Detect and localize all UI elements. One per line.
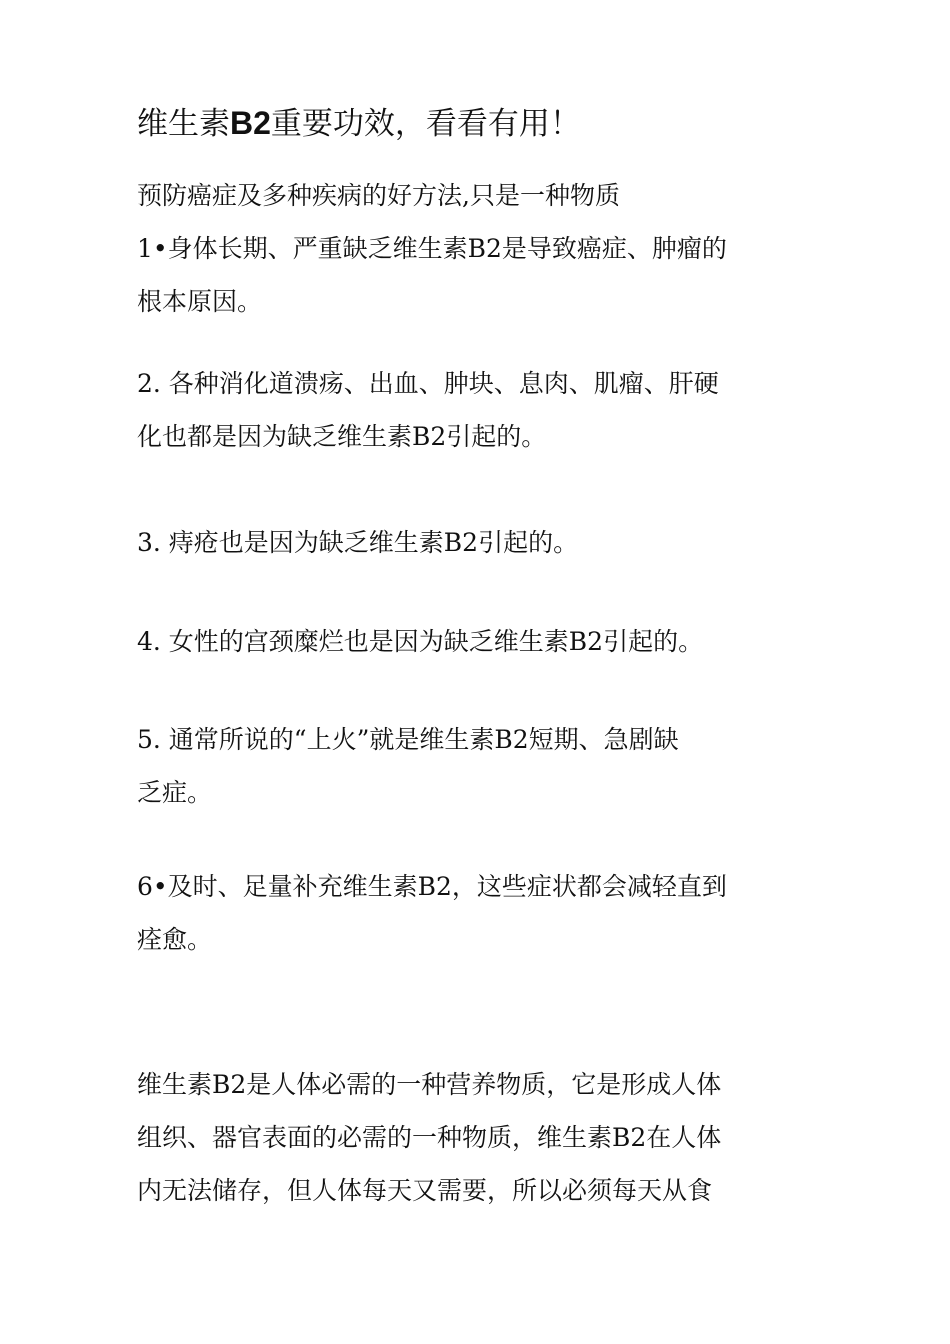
- text-line: 预防癌症及多种疾病的好方法,只是一种物质: [137, 181, 620, 210]
- text-line: 根本原因。: [137, 287, 263, 316]
- text-line: 痊愈。: [137, 925, 213, 954]
- text-line: 化也都是因为缺乏维生素B2引起的。: [137, 422, 547, 451]
- text-line: 2. 各种消化道溃疡、出血、肿块、息肉、肌瘤、肝硬: [137, 369, 719, 398]
- text-line: 维生素B2是人体必需的一种营养物质，它是形成人体: [137, 1070, 722, 1099]
- paragraph-item-3: [137, 516, 827, 569]
- paragraph-intro-cancer: [137, 169, 827, 328]
- text-line: 3. 痔疮也是因为缺乏维生素B2引起的。: [137, 528, 579, 557]
- paragraph-item-5: [137, 713, 827, 819]
- text-line: 1•身体长期、严重缺乏维生素B2是导致癌症、肿瘤的: [137, 234, 727, 263]
- text-line: 4. 女性的宫颈糜烂也是因为缺乏维生素B2引起的。: [137, 627, 704, 656]
- page-title: [137, 95, 581, 152]
- text-line: 内无法储存，但人体每天又需要，所以必须每天从食: [137, 1176, 713, 1205]
- paragraph-item-2: [137, 357, 827, 463]
- title-bold-b2: B2: [230, 105, 271, 141]
- text-line: 组织、器官表面的必需的一种物质，维生素B2在人体: [137, 1123, 722, 1152]
- text-line: 5. 通常所说的“上火”就是维生素B2短期、急剧缺: [137, 725, 679, 754]
- title-suffix: 重要功效，看看有用！: [270, 106, 581, 142]
- text-line: 乏症。: [137, 778, 213, 807]
- paragraph-item-4: [137, 615, 827, 668]
- title-prefix: 维生素: [137, 106, 230, 142]
- text-line: 6•及时、足量补充维生素B2，这些症状都会减轻直到: [137, 872, 727, 901]
- paragraph-item-6: [137, 860, 827, 966]
- paragraph-b2-description: [137, 1058, 827, 1217]
